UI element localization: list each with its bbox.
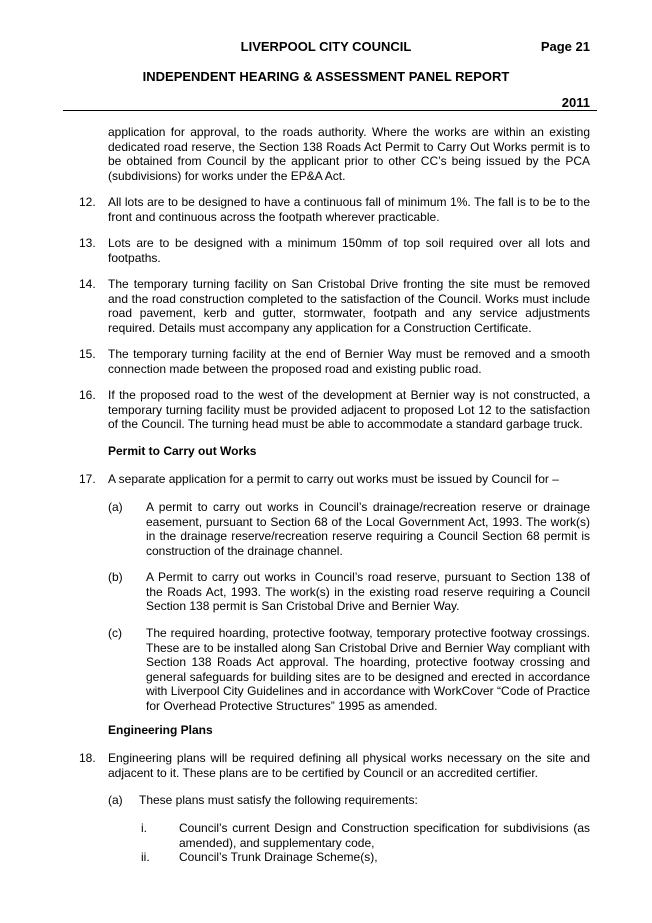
item-text: If the proposed road to the west of the development at Bernier way is not constructed, a temporary turning facility must be provided adjacent to proposed Lot 12 to the satisfaction of the Council. The turning head must be able to accommodate a standard garbage truck. <box>108 388 590 431</box>
sub-item-text: The required hoarding, protective footway, temporary protective footway crossings. These are to be installed along San Cristobal Drive and Bernier Way compliant with Section 138 Roads Act approval. The hoarding, protective footway crossing and general safeguards for building sites are to be designed and erected in accordance with Liverpool City Guidelines and in accordance with WorkCover “Code of Practice for Overhead Protective Structures” 1995 as amended. <box>146 626 590 713</box>
item-number: 15. <box>79 347 96 361</box>
heading-text: Engineering Plans <box>108 723 213 737</box>
sub-item-label: (a) <box>108 500 123 514</box>
sub-item-label: (b) <box>108 570 123 584</box>
item-number: 18. <box>79 751 96 765</box>
item-text: The temporary turning facility at the end of Bernier Way must be removed and a smooth connection made between the proposed road and existing public road. <box>108 347 590 376</box>
item-number: 13. <box>79 236 96 250</box>
paragraph-text: application for approval, to the roads authority. Where the works are within an existing dedicated road reserve, the Section 138 Roads Act Permit to Carry Out Works permit is to be obtained from Council by the applicant prior to other CC’s being issued by the PCA (subdivisions) for works under the EP&A Act. <box>108 125 590 183</box>
sub-item-label: (c) <box>108 626 122 640</box>
item-number: 14. <box>79 277 96 291</box>
header-divider <box>63 110 597 111</box>
item-number: 12. <box>79 195 96 209</box>
sub-item-text: A permit to carry out works in Council’s drainage/recreation reserve or drainage easement, pursuant to Section 68 of the Local Government Act, 1993. The work(s) in the drainage reserve/recreation reserve requiring a Council Section 68 permit is construction of the drainage channel. <box>146 500 590 558</box>
sub-item-text: These plans must satisfy the following requirements: <box>139 793 418 807</box>
item-number: 17. <box>79 472 96 486</box>
item-text: The temporary turning facility on San Cristobal Drive fronting the site must be removed and the road construction completed to the satisfaction of the Council. Works must include road pavement, kerb and gutter, stormwater, footpath and any service adjustments required. Details must accompany any application for a Construction Certificate. <box>108 277 590 335</box>
item-number: 16. <box>79 388 96 402</box>
roman-text: Council’s Trunk Drainage Scheme(s), <box>179 850 378 864</box>
page-number: Page 21 <box>540 39 590 54</box>
council-name: LIVERPOOL CITY COUNCIL <box>240 39 412 54</box>
sub-item-label: (a) <box>108 793 123 807</box>
heading-text: Permit to Carry out Works <box>108 444 257 458</box>
roman-label: i. <box>141 821 147 835</box>
roman-label: ii. <box>141 850 150 864</box>
item-text: Engineering plans will be required defining all physical works necessary on the site and adjacent to it. These plans are to be certified by Council or an accredited certifier. <box>108 751 590 780</box>
item-text: Lots are to be designed with a minimum 150mm of top soil required over all lots and footpaths. <box>108 236 590 265</box>
sub-item-text: A Permit to carry out works in Council’s road reserve, pursuant to Section 138 of the Roads Act, 1993. The work(s) in the existing road reserve requiring a Council Section 138 permit is San Cristobal Drive and Bernier Way. <box>146 570 590 613</box>
report-title: INDEPENDENT HEARING & ASSESSMENT PANEL REPORT <box>142 69 510 84</box>
item-text: A separate application for a permit to carry out works must be issued by Council for – <box>108 472 559 486</box>
roman-text: Council’s current Design and Construction specification for subdivisions (as amended), and supplementary code, <box>179 821 590 850</box>
report-year: 2011 <box>561 95 590 110</box>
item-text: All lots are to be designed to have a continuous fall of minimum 1%. The fall is to be to the front and continuous across the footpath wherever practicable. <box>108 195 590 224</box>
